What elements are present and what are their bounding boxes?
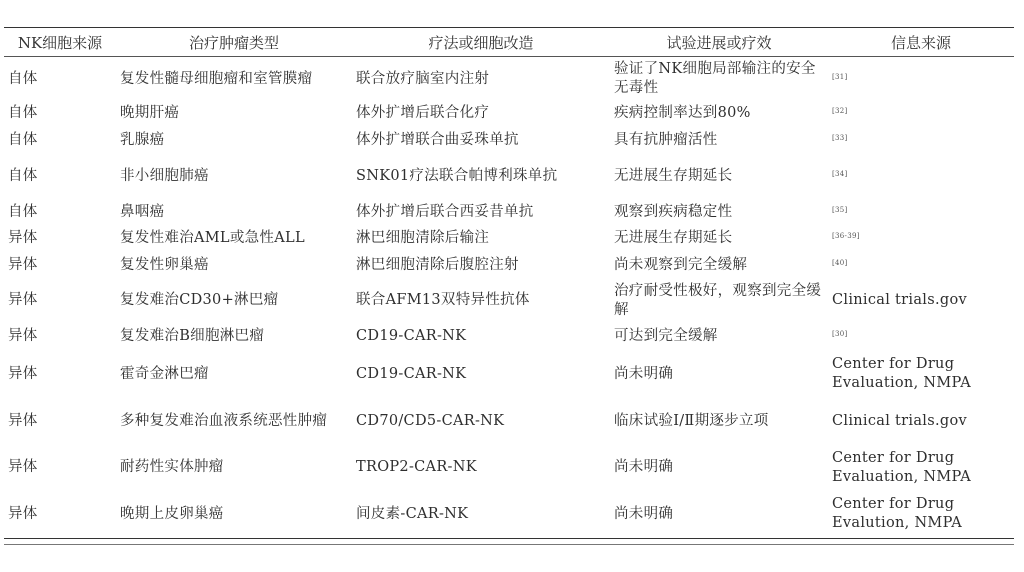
source-text: Clinical trials.gov (832, 292, 967, 308)
table-row (4, 153, 1014, 198)
cell-nk-source: 异体 (8, 459, 38, 475)
cell-therapy: SNK01疗法联合帕博利珠单抗 (356, 167, 558, 184)
cell-info-source (828, 444, 1014, 490)
cell-nk-source: 异体 (8, 365, 38, 382)
citation-ref: [33] (832, 133, 848, 142)
header-progress: 试验进展或疗效 (666, 33, 772, 52)
table-row (4, 225, 1014, 251)
header-row (4, 28, 1014, 57)
table-row (4, 444, 1014, 490)
cell-info-source (828, 198, 1014, 225)
table-row (4, 198, 1014, 225)
cell-info-source (828, 278, 1014, 322)
cell-tumor-type: 鼻咽癌 (120, 203, 165, 220)
cell-therapy: 淋巴细胞清除后输注 (356, 230, 490, 246)
cell-tumor-type: 复发难治CD30+淋巴瘤 (120, 292, 279, 308)
cell-nk-source: 自体 (8, 203, 38, 220)
cell-nk-source: 异体 (8, 328, 38, 344)
cell-progress: 验证了NK细胞局部输注的安全无毒性 (614, 61, 816, 96)
cell-nk-source: 异体 (8, 505, 38, 522)
table-row (4, 322, 1014, 350)
nk-cell-therapy-table-container (4, 27, 1014, 539)
table-body (4, 57, 1014, 539)
source-text: Center for Drug Evaluation, NMPA (832, 449, 972, 485)
cell-progress: 疾病控制率达到80% (614, 105, 751, 121)
cell-therapy: 体外扩增后联合化疗 (356, 105, 490, 121)
cell-progress: 尚未明确 (614, 459, 674, 475)
cell-progress: 可达到完全缓解 (614, 328, 718, 344)
cell-progress: 观察到疾病稳定性 (614, 203, 733, 220)
citation-ref: [34] (832, 169, 848, 178)
cell-tumor-type: 晚期肝癌 (120, 105, 180, 121)
cell-nk-source: 异体 (8, 230, 38, 246)
cell-info-source (828, 57, 1014, 101)
table-row (4, 397, 1014, 444)
citation-ref: [31] (832, 72, 848, 81)
source-text: Center for Drug Evaluation, NMPA (832, 356, 972, 391)
nk-cell-therapy-table (4, 27, 1014, 539)
cell-progress: 临床试验Ⅰ/Ⅱ期逐步立项 (614, 412, 769, 429)
cell-progress: 尚未明确 (614, 505, 674, 522)
cell-info-source (828, 322, 1014, 350)
cell-progress: 尚未观察到完全缓解 (614, 256, 748, 273)
cell-info-source (828, 126, 1014, 153)
citation-ref: [35] (832, 205, 848, 214)
cell-nk-source: 异体 (8, 292, 38, 308)
cell-progress: 无进展生存期延长 (614, 230, 733, 246)
cell-therapy: 联合AFM13双特异性抗体 (356, 292, 530, 308)
table-row (4, 57, 1014, 101)
citation-ref: [32] (832, 107, 848, 115)
table-row (4, 126, 1014, 153)
cell-therapy: 联合放疗脑室内注射 (356, 70, 490, 87)
table-row (4, 100, 1014, 126)
cell-nk-source: 异体 (8, 256, 38, 273)
cell-therapy: 体外扩增联合曲妥珠单抗 (356, 131, 519, 148)
cell-therapy: CD19-CAR-NK (356, 365, 467, 382)
cell-therapy: 体外扩增后联合西妥昔单抗 (356, 203, 534, 220)
cell-progress: 治疗耐受性极好，观察到完全缓解 (614, 282, 822, 318)
cell-tumor-type: 复发性难治AML或急性ALL (120, 230, 305, 246)
cell-tumor-type: 复发性髓母细胞瘤和室管膜瘤 (120, 70, 313, 87)
cell-therapy: 间皮素-CAR-NK (356, 505, 469, 522)
header-info-source: 信息来源 (890, 33, 951, 52)
cell-therapy: CD19-CAR-NK (356, 328, 467, 344)
cell-info-source (828, 490, 1014, 538)
cell-info-source (828, 153, 1014, 198)
cell-tumor-type: 复发难治B细胞淋巴瘤 (120, 328, 265, 344)
cell-progress: 尚未明确 (614, 365, 674, 382)
source-text: Clinical trials.gov (832, 412, 967, 429)
cell-nk-source: 异体 (8, 412, 38, 429)
cell-therapy: 淋巴细胞清除后腹腔注射 (356, 256, 519, 273)
cell-info-source (828, 397, 1014, 444)
header-tumor-type: 治疗肿瘤类型 (188, 33, 279, 52)
cell-therapy: CD70/CD5-CAR-NK (356, 412, 505, 429)
cell-tumor-type: 多种复发难治血液系统恶性肿瘤 (120, 412, 328, 429)
cell-info-source (828, 251, 1014, 278)
bottom-divider (4, 544, 1014, 545)
cell-tumor-type: 乳腺癌 (120, 131, 165, 148)
cell-info-source (828, 100, 1014, 126)
cell-nk-source: 自体 (8, 167, 38, 184)
cell-tumor-type: 复发性卵巢癌 (120, 256, 209, 273)
cell-tumor-type: 晚期上皮卵巢癌 (120, 505, 224, 522)
citation-ref: [40] (832, 258, 848, 267)
cell-nk-source: 自体 (8, 131, 38, 148)
table-header (4, 28, 1014, 57)
cell-nk-source: 自体 (8, 70, 38, 87)
cell-info-source (828, 350, 1014, 397)
cell-tumor-type: 非小细胞肺癌 (120, 167, 209, 184)
cell-tumor-type: 耐药性实体肿瘤 (120, 459, 224, 475)
header-nk-source: NK细胞来源 (17, 33, 103, 52)
cell-progress: 具有抗肿瘤活性 (614, 131, 718, 148)
cell-info-source (828, 225, 1014, 251)
table-row (4, 350, 1014, 397)
cell-therapy: TROP2-CAR-NK (356, 459, 477, 475)
source-text: Center for Drug Evalution, NMPA (832, 496, 963, 532)
table-row (4, 251, 1014, 278)
header-therapy: 疗法或细胞改造 (428, 33, 534, 52)
table-row (4, 490, 1014, 538)
table-row (4, 278, 1014, 322)
cell-progress: 无进展生存期延长 (614, 167, 733, 184)
cell-tumor-type: 霍奇金淋巴瘤 (120, 365, 209, 382)
citation-ref: [30] (832, 330, 848, 338)
cell-nk-source: 自体 (8, 105, 38, 121)
citation-ref: [36-39] (832, 232, 860, 240)
